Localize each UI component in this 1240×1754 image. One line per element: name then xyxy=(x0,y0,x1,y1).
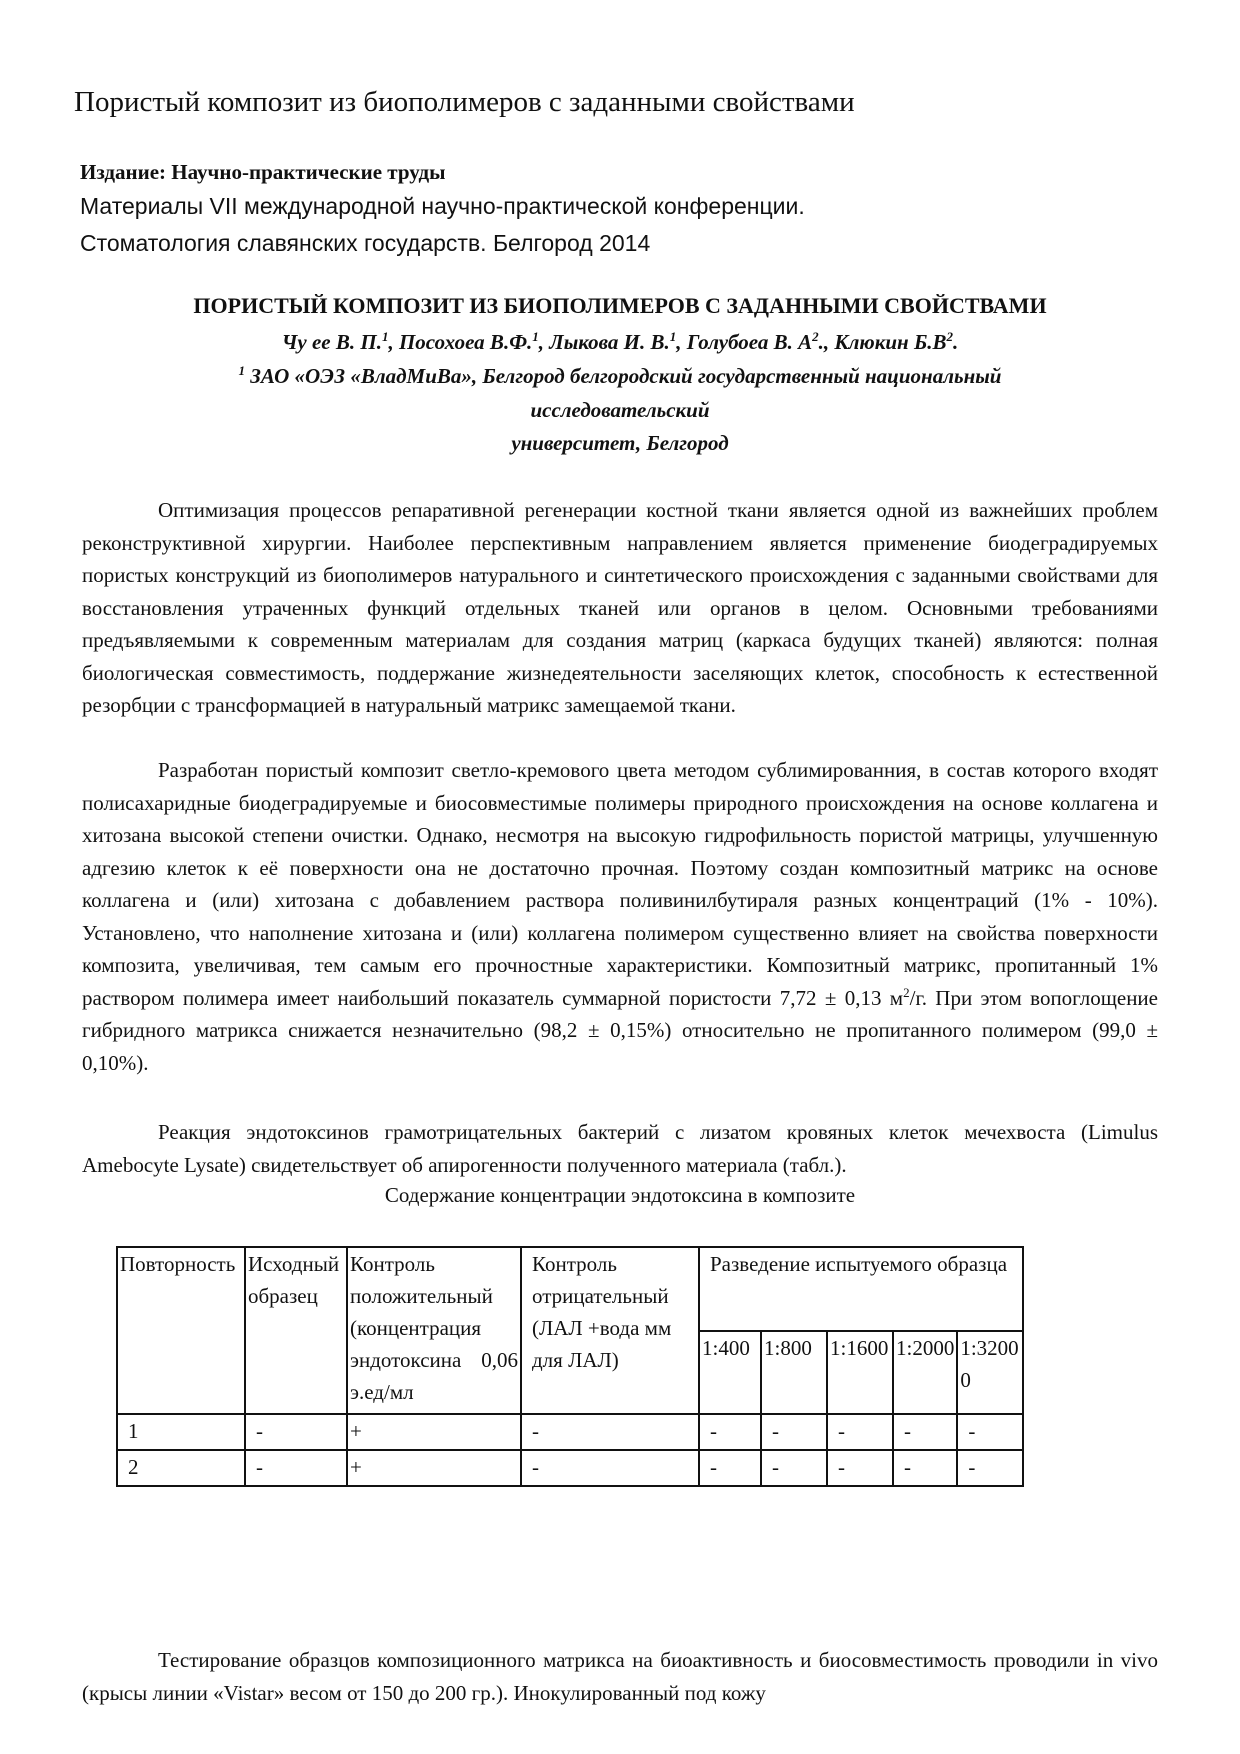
author-list xyxy=(80,330,1160,355)
body-paragraph-2 xyxy=(82,754,1158,1079)
paragraph-part: Разработан пористый композит светло-кремового цвета методом сублимированния, в состав которого входят полисахаридные биодеградируемые и биосовместимые полимеры природного происхождения на основе коллагена и хитозана высокой степени очистки. Однако, несмотря на высокую гидрофильность пористой матрицы, улучшенную адгезию клеток к её поверхности она не достаточно прочная. Поэтому создан композитный матрикс на основе коллагена и (или) хитозана с добавлением раствора поливинилбутираля разных концентраций (1% - 10%). Установлено, что наполнение хитозана и (или) коллагена полимером существенно влияет на свойства поверхности композита, увеличивая, тем самым его прочностные характеристики. Композитный матрикс, пропитанный 1% раствором полимера имеет наибольший показатель суммарной пористости 7,72 ± 0,13 м xyxy=(82,758,1158,1010)
affiliation-line-1 xyxy=(80,364,1160,389)
endotoxin-table xyxy=(116,1246,1024,1487)
header-initial-sample: Исходный образец xyxy=(245,1247,347,1414)
author-separator: , xyxy=(538,330,550,354)
cell-initial: - xyxy=(245,1450,347,1486)
cell-dilution-2: - xyxy=(761,1414,827,1450)
affiliation-line-2: исследовательский xyxy=(530,398,710,422)
cell-dilution-2: - xyxy=(761,1450,827,1486)
cell-repeat: 2 xyxy=(117,1450,245,1486)
paragraph-text: Реакция эндотоксинов грамотрицательных бактерий с лизатом кровяных клеток мечехвоста (Limulus Amebocyte Lysate) свидетельствует об апирогенности полученного материала (табл.). xyxy=(82,1120,1158,1177)
author-name: Лыкова И. В. xyxy=(549,330,670,354)
header-repeat: Повторность xyxy=(117,1247,245,1414)
cell-dilution-5: - xyxy=(957,1414,1023,1450)
publication-line-1: Материалы VII международной научно-практической конференции. xyxy=(80,193,805,219)
header-dilution-5: 1:3200 0 xyxy=(957,1331,1023,1414)
author-name: Посохоеа В.Ф. xyxy=(398,330,533,354)
paragraph-part: /г. При этом вопоглощение гибридного матрикса снижается незначительно (98,2 ± 0,15%) относительно не пропитанного полимером (99,0 ± 0,10%). xyxy=(82,985,1158,1075)
publication-label: Издание: Научно-практические труды xyxy=(80,160,446,184)
header-dilution-3: 1:1600 xyxy=(827,1331,893,1414)
cell-repeat: 1 xyxy=(117,1414,245,1450)
author-name: Клюкин Б.В xyxy=(834,330,947,354)
cell-dilution-4: - xyxy=(893,1450,957,1486)
header-dilution-1: 1:400 xyxy=(699,1331,761,1414)
table-row xyxy=(117,1414,1023,1450)
cell-dilution-5: - xyxy=(957,1450,1023,1486)
unit-exponent: 2 xyxy=(903,984,910,1000)
author-affiliation-mark: 1 xyxy=(381,329,389,344)
cell-initial: - xyxy=(245,1414,347,1450)
cell-dilution-1: - xyxy=(699,1414,761,1450)
header-dilution: Разведение испытуемого образца xyxy=(699,1247,1023,1331)
affiliation-mark: 1 xyxy=(238,363,245,378)
header-positive-control: Контроль положительный (концентрация эндотоксина 0,06 э.ед/мл xyxy=(347,1247,521,1414)
paragraph-text xyxy=(82,754,1158,1079)
header-negative-control: Контроль отрицательный (ЛАЛ +вода мм для ЛАЛ) xyxy=(521,1247,699,1414)
paragraph-text: Тестирование образцов композиционного матрикса на биоактивность и биосовместимость проводили in vivo (крысы линии «Vistar» весом от 150 до 200 гр.). Инокулированный под кожу xyxy=(82,1648,1158,1705)
cell-positive: + xyxy=(347,1450,521,1486)
document-title: Пористый композит из биополимеров с заданными свойствами xyxy=(74,86,855,118)
cell-negative: - xyxy=(521,1450,699,1486)
article-heading: ПОРИСТЫЙ КОМПОЗИТ ИЗ БИОПОЛИМЕРОВ С ЗАДАННЫМИ СВОЙСТВАМИ xyxy=(193,293,1047,318)
table-row xyxy=(117,1450,1023,1486)
author-name: Голубоеа В. А xyxy=(686,330,813,354)
cell-positive: + xyxy=(347,1414,521,1450)
cell-dilution-1: - xyxy=(699,1450,761,1486)
author-separator: , xyxy=(676,330,687,354)
affiliation-text: ЗАО «ОЭЗ «ВладМиВа», Белгород белгородский государственный национальный xyxy=(245,364,1002,388)
cell-dilution-3: - xyxy=(827,1450,893,1486)
paragraph-text: Оптимизация процессов репаративной регенерации костной ткани является одной из важнейших проблем реконструктивной хирургии. Наиболее перспективным направлением является применение биодеградируемых пористых конструкций из биополимеров натурального и синтетического происхождения с заданными свойствами для восстановления утраченных функций отдельных тканей или органов в целом. Основными требованиями предъявляемыми к современным материалам для создания матриц (каркаса будущих тканей) являются: полная биологическая совместимость, поддержание жизнедеятельности заселяющих клеток, способность к естественной резорбции с трансформацией в натуральный матрикс замещаемой ткани. xyxy=(82,498,1158,717)
cell-dilution-3: - xyxy=(827,1414,893,1450)
cell-negative: - xyxy=(521,1414,699,1450)
author-separator: , xyxy=(388,330,399,354)
author-separator: . xyxy=(953,330,959,354)
publication-line-2: Стоматология славянских государств. Белгород 2014 xyxy=(80,230,651,256)
body-paragraph-3 xyxy=(82,1116,1158,1181)
author-name: Чу ее В. П. xyxy=(281,330,382,354)
header-dilution-4: 1:2000 xyxy=(893,1331,957,1414)
author-separator: ., xyxy=(818,330,835,354)
body-paragraph-1 xyxy=(82,494,1158,722)
header-dilution-2: 1:800 xyxy=(761,1331,827,1414)
table-header-row xyxy=(117,1247,1023,1331)
author-affiliation-mark: 1 xyxy=(532,329,539,344)
cell-dilution-4: - xyxy=(893,1414,957,1450)
body-paragraph-4 xyxy=(82,1644,1158,1709)
author-affiliation-mark: 2 xyxy=(812,329,819,344)
table-caption: Содержание концентрации эндотоксина в композите xyxy=(384,1183,856,1207)
author-affiliation-mark: 1 xyxy=(669,329,677,344)
author-affiliation-mark: 2 xyxy=(946,329,954,344)
affiliation-line-3: университет, Белгород xyxy=(511,431,729,455)
